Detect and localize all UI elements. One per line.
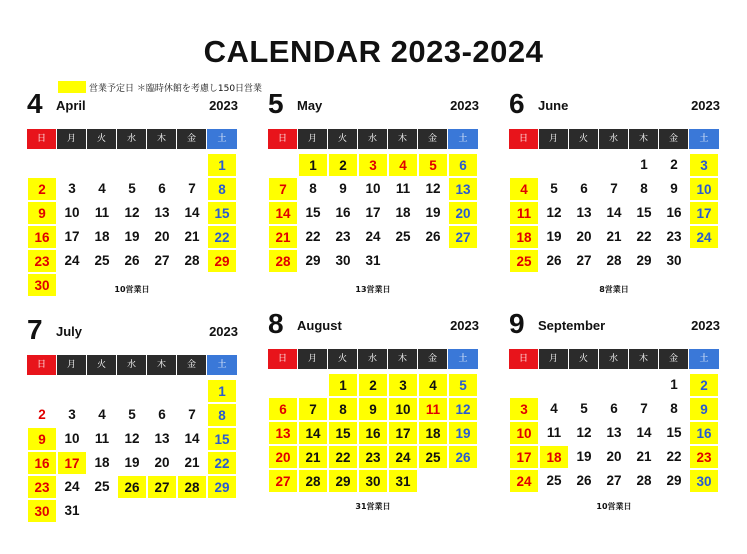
day-cell: 8 <box>328 397 358 421</box>
weekday-header: 土 <box>689 349 719 369</box>
day-cell: 4 <box>98 407 106 422</box>
month-year: 2023 <box>209 98 238 113</box>
day-cell: 10 <box>689 177 719 201</box>
day-cell: 17 <box>365 205 381 220</box>
day-cell: 4 <box>509 177 539 201</box>
day-cell: 17 <box>509 445 539 469</box>
day-cell: 9 <box>27 427 57 451</box>
day-cell: 5 <box>550 181 558 196</box>
day-cell: 8 <box>309 181 317 196</box>
day-cell: 22 <box>328 445 358 469</box>
day-cell: 18 <box>509 225 539 249</box>
month-grid <box>27 129 238 297</box>
day-cell: 3 <box>689 153 719 177</box>
month-number: 7 <box>27 314 43 345</box>
weekday-header: 日 <box>27 129 57 149</box>
day-cell: 27 <box>268 469 298 493</box>
day-cell: 14 <box>636 425 652 440</box>
day-cell: 8 <box>207 177 237 201</box>
weekday-header: 金 <box>177 129 207 149</box>
day-cell: 9 <box>670 181 678 196</box>
day-cell: 27 <box>147 475 177 499</box>
day-cell: 31 <box>64 503 80 518</box>
day-cell: 16 <box>27 225 57 249</box>
empty-cell <box>298 373 328 397</box>
day-cell: 22 <box>207 451 237 475</box>
day-cell: 26 <box>117 475 147 499</box>
empty-cell <box>87 379 117 403</box>
day-cell: 7 <box>610 181 618 196</box>
day-cell: 30 <box>27 273 57 297</box>
day-cell: 28 <box>606 253 622 268</box>
day-cell: 25 <box>418 445 448 469</box>
day-cell: 14 <box>184 205 200 220</box>
day-cell: 16 <box>27 451 57 475</box>
month-block-september <box>509 310 720 493</box>
day-cell: 4 <box>388 153 418 177</box>
empty-cell <box>569 153 599 177</box>
day-cell: 5 <box>448 373 478 397</box>
day-cell: 16 <box>689 421 719 445</box>
weekday-header: 木 <box>629 349 659 369</box>
day-cell: 2 <box>689 373 719 397</box>
day-cell: 6 <box>610 401 618 416</box>
weekday-header: 金 <box>659 349 689 369</box>
day-cell: 21 <box>636 449 652 464</box>
weekday-header: 水 <box>358 129 388 149</box>
day-cell: 11 <box>546 425 562 440</box>
day-cell: 20 <box>448 201 478 225</box>
day-cell: 1 <box>640 157 648 172</box>
day-cell: 20 <box>154 455 170 470</box>
day-cell: 24 <box>509 469 539 493</box>
day-cell: 12 <box>124 431 140 446</box>
day-cell: 9 <box>689 397 719 421</box>
day-cell: 25 <box>94 253 110 268</box>
business-days-count: 31営業日 <box>355 502 391 511</box>
day-cell: 14 <box>268 201 298 225</box>
day-cell: 19 <box>124 229 140 244</box>
weekday-header: 日 <box>509 129 539 149</box>
empty-cell <box>629 373 659 397</box>
day-cell: 11 <box>94 205 110 220</box>
day-cell: 13 <box>606 425 622 440</box>
day-cell: 3 <box>68 181 76 196</box>
empty-cell <box>57 379 87 403</box>
day-cell: 19 <box>448 421 478 445</box>
weekday-header: 木 <box>388 129 418 149</box>
empty-cell <box>569 373 599 397</box>
day-cell: 4 <box>418 373 448 397</box>
day-cell: 3 <box>388 373 418 397</box>
weekday-header: 水 <box>599 129 629 149</box>
day-cell: 13 <box>154 205 170 220</box>
month-grid <box>27 355 238 523</box>
day-cell: 25 <box>546 473 562 488</box>
day-cell: 20 <box>606 449 622 464</box>
weekday-header: 金 <box>659 129 689 149</box>
month-number: 8 <box>268 308 284 339</box>
day-cell: 4 <box>98 181 106 196</box>
day-cell: 22 <box>207 225 237 249</box>
day-cell: 19 <box>546 229 562 244</box>
day-cell: 5 <box>418 153 448 177</box>
month-grid <box>509 349 720 493</box>
day-cell: 27 <box>154 253 170 268</box>
day-cell: 28 <box>177 475 207 499</box>
page-title: CALENDAR 2023-2024 <box>203 34 544 69</box>
day-cell: 29 <box>328 469 358 493</box>
day-cell: 18 <box>94 455 110 470</box>
day-cell: 29 <box>207 475 237 499</box>
day-cell: 11 <box>94 431 110 446</box>
weekday-header: 火 <box>569 129 599 149</box>
day-cell: 3 <box>68 407 76 422</box>
day-cell: 10 <box>388 397 418 421</box>
day-cell: 1 <box>298 153 328 177</box>
day-cell: 21 <box>184 455 200 470</box>
weekday-header: 火 <box>328 129 358 149</box>
weekday-header: 月 <box>298 349 328 369</box>
day-cell: 30 <box>358 469 388 493</box>
weekday-header: 木 <box>388 349 418 369</box>
day-cell: 13 <box>448 177 478 201</box>
day-cell: 22 <box>305 229 321 244</box>
month-header <box>268 310 479 344</box>
day-cell: 11 <box>418 397 448 421</box>
day-cell: 16 <box>666 205 682 220</box>
legend-text: 営業予定日 ＊臨時休館を考慮し150日営業 <box>89 83 263 94</box>
day-cell: 26 <box>425 229 441 244</box>
weekday-header: 火 <box>328 349 358 369</box>
month-name: April <box>56 98 86 113</box>
day-cell: 16 <box>335 205 351 220</box>
weekday-header: 火 <box>569 349 599 369</box>
empty-cell <box>177 153 207 177</box>
weekday-header: 月 <box>539 349 569 369</box>
day-cell: 26 <box>448 445 478 469</box>
day-cell: 10 <box>365 181 381 196</box>
day-cell: 28 <box>268 249 298 273</box>
day-cell: 17 <box>57 451 87 475</box>
month-number: 5 <box>268 88 284 119</box>
day-cell: 2 <box>328 153 358 177</box>
day-cell: 1 <box>670 377 678 392</box>
day-cell: 9 <box>358 397 388 421</box>
day-cell: 15 <box>666 425 682 440</box>
day-cell: 23 <box>689 445 719 469</box>
weekday-header: 月 <box>539 129 569 149</box>
weekday-header: 金 <box>177 355 207 375</box>
day-cell: 19 <box>124 455 140 470</box>
month-number: 6 <box>509 88 525 119</box>
day-cell: 15 <box>328 421 358 445</box>
day-cell: 1 <box>207 153 237 177</box>
day-cell: 16 <box>358 421 388 445</box>
empty-cell <box>27 153 57 177</box>
empty-cell <box>599 373 629 397</box>
day-cell: 26 <box>546 253 562 268</box>
day-cell: 27 <box>576 253 592 268</box>
day-cell: 24 <box>689 225 719 249</box>
empty-cell <box>599 153 629 177</box>
weekday-header: 月 <box>298 129 328 149</box>
day-cell: 24 <box>64 479 80 494</box>
day-cell: 10 <box>64 431 80 446</box>
day-cell: 23 <box>335 229 351 244</box>
day-cell: 26 <box>576 473 592 488</box>
day-cell: 21 <box>298 445 328 469</box>
weekday-header: 木 <box>147 129 177 149</box>
day-cell: 15 <box>207 201 237 225</box>
day-cell: 18 <box>418 421 448 445</box>
weekday-header: 日 <box>509 349 539 369</box>
month-header <box>27 316 238 350</box>
day-cell: 15 <box>305 205 321 220</box>
day-cell: 12 <box>576 425 592 440</box>
day-cell: 27 <box>606 473 622 488</box>
day-cell: 10 <box>64 205 80 220</box>
day-cell: 3 <box>509 397 539 421</box>
day-cell: 26 <box>124 253 140 268</box>
day-cell: 20 <box>576 229 592 244</box>
day-cell: 18 <box>94 229 110 244</box>
day-cell: 12 <box>425 181 441 196</box>
weekday-header: 水 <box>599 349 629 369</box>
month-name: June <box>538 98 569 113</box>
weekday-header: 土 <box>689 129 719 149</box>
day-cell: 15 <box>207 427 237 451</box>
empty-cell <box>147 379 177 403</box>
day-cell: 9 <box>339 181 347 196</box>
day-cell: 13 <box>154 431 170 446</box>
weekday-header: 水 <box>358 349 388 369</box>
day-cell: 20 <box>268 445 298 469</box>
weekday-header: 土 <box>448 349 478 369</box>
weekday-header: 金 <box>418 129 448 149</box>
month-header <box>509 310 720 344</box>
day-cell: 2 <box>358 373 388 397</box>
day-cell: 29 <box>666 473 682 488</box>
day-cell: 6 <box>158 407 166 422</box>
empty-cell <box>27 379 57 403</box>
day-cell: 2 <box>27 177 57 201</box>
month-number: 9 <box>509 308 525 339</box>
weekday-header: 日 <box>268 349 298 369</box>
day-cell: 14 <box>298 421 328 445</box>
empty-cell <box>87 153 117 177</box>
day-cell: 1 <box>207 379 237 403</box>
day-cell: 18 <box>395 205 411 220</box>
empty-cell <box>509 373 539 397</box>
day-cell: 20 <box>154 229 170 244</box>
day-cell: 28 <box>636 473 652 488</box>
month-header <box>509 90 720 124</box>
day-cell: 11 <box>509 201 539 225</box>
day-cell: 23 <box>666 229 682 244</box>
day-cell: 6 <box>580 181 588 196</box>
weekday-header: 金 <box>418 349 448 369</box>
day-cell: 2 <box>38 407 46 422</box>
day-cell: 7 <box>188 407 196 422</box>
day-cell: 21 <box>268 225 298 249</box>
day-cell: 24 <box>64 253 80 268</box>
day-cell: 7 <box>268 177 298 201</box>
month-name: September <box>538 318 606 333</box>
empty-cell <box>177 379 207 403</box>
day-cell: 13 <box>576 205 592 220</box>
day-cell: 31 <box>365 253 381 268</box>
month-name: August <box>297 318 342 333</box>
month-block-april <box>27 90 238 297</box>
month-year: 2023 <box>209 324 238 339</box>
empty-cell <box>539 373 569 397</box>
weekday-header: 月 <box>57 355 87 375</box>
day-cell: 8 <box>670 401 678 416</box>
day-cell: 17 <box>388 421 418 445</box>
month-number: 4 <box>27 88 43 119</box>
day-cell: 12 <box>124 205 140 220</box>
empty-cell <box>117 379 147 403</box>
month-grid <box>268 349 479 493</box>
day-cell: 7 <box>298 397 328 421</box>
empty-cell <box>57 153 87 177</box>
day-cell: 5 <box>580 401 588 416</box>
day-cell: 29 <box>305 253 321 268</box>
weekday-header: 土 <box>207 129 237 149</box>
day-cell: 10 <box>509 421 539 445</box>
day-cell: 21 <box>606 229 622 244</box>
month-name: July <box>56 324 83 339</box>
day-cell: 22 <box>666 449 682 464</box>
day-cell: 1 <box>328 373 358 397</box>
business-days-count: 10営業日 <box>114 285 150 294</box>
day-cell: 13 <box>268 421 298 445</box>
weekday-header: 木 <box>147 355 177 375</box>
day-cell: 8 <box>207 403 237 427</box>
month-year: 2023 <box>691 98 720 113</box>
weekday-header: 土 <box>207 355 237 375</box>
weekday-header: 火 <box>87 129 117 149</box>
empty-cell <box>509 153 539 177</box>
day-cell: 28 <box>298 469 328 493</box>
month-year: 2023 <box>450 318 479 333</box>
day-cell: 19 <box>576 449 592 464</box>
day-cell: 23 <box>27 475 57 499</box>
day-cell: 11 <box>395 181 411 196</box>
day-cell: 29 <box>636 253 652 268</box>
day-cell: 14 <box>606 205 622 220</box>
weekday-header: 日 <box>27 355 57 375</box>
weekday-header: 月 <box>57 129 87 149</box>
weekday-header: 日 <box>268 129 298 149</box>
day-cell: 28 <box>184 253 200 268</box>
business-days-count: 10営業日 <box>596 502 632 511</box>
day-cell: 25 <box>94 479 110 494</box>
day-cell: 21 <box>184 229 200 244</box>
day-cell: 6 <box>268 397 298 421</box>
month-block-may <box>268 90 479 273</box>
day-cell: 19 <box>425 205 441 220</box>
day-cell: 15 <box>636 205 652 220</box>
month-grid <box>509 129 720 273</box>
day-cell: 23 <box>27 249 57 273</box>
day-cell: 9 <box>27 201 57 225</box>
day-cell: 30 <box>27 499 57 523</box>
day-cell: 8 <box>640 181 648 196</box>
empty-cell <box>268 373 298 397</box>
month-year: 2023 <box>691 318 720 333</box>
month-block-june <box>509 90 720 273</box>
day-cell: 24 <box>365 229 381 244</box>
day-cell: 23 <box>358 445 388 469</box>
day-cell: 25 <box>395 229 411 244</box>
month-header <box>268 90 479 124</box>
empty-cell <box>268 153 298 177</box>
day-cell: 18 <box>539 445 569 469</box>
day-cell: 12 <box>448 397 478 421</box>
business-days-count: 8営業日 <box>599 285 629 294</box>
day-cell: 4 <box>550 401 558 416</box>
day-cell: 22 <box>636 229 652 244</box>
weekday-header: 木 <box>629 129 659 149</box>
day-cell: 6 <box>158 181 166 196</box>
weekday-header: 水 <box>117 355 147 375</box>
day-cell: 5 <box>128 181 136 196</box>
month-name: May <box>297 98 323 113</box>
day-cell: 17 <box>64 229 80 244</box>
month-block-august <box>268 310 479 493</box>
day-cell: 25 <box>509 249 539 273</box>
day-cell: 7 <box>640 401 648 416</box>
weekday-header: 水 <box>117 129 147 149</box>
day-cell: 5 <box>128 407 136 422</box>
empty-cell <box>539 153 569 177</box>
day-cell: 30 <box>666 253 682 268</box>
day-cell: 24 <box>388 445 418 469</box>
day-cell: 30 <box>335 253 351 268</box>
day-cell: 6 <box>448 153 478 177</box>
day-cell: 27 <box>448 225 478 249</box>
day-cell: 3 <box>358 153 388 177</box>
weekday-header: 土 <box>448 129 478 149</box>
month-grid <box>268 129 479 273</box>
empty-cell <box>117 153 147 177</box>
month-header <box>27 90 238 124</box>
day-cell: 31 <box>388 469 418 493</box>
day-cell: 17 <box>689 201 719 225</box>
empty-cell <box>147 153 177 177</box>
month-year: 2023 <box>450 98 479 113</box>
day-cell: 30 <box>689 469 719 493</box>
day-cell: 29 <box>207 249 237 273</box>
day-cell: 12 <box>546 205 562 220</box>
weekday-header: 火 <box>87 355 117 375</box>
day-cell: 2 <box>670 157 678 172</box>
month-block-july <box>27 316 238 523</box>
day-cell: 14 <box>184 431 200 446</box>
day-cell: 7 <box>188 181 196 196</box>
business-days-count: 13営業日 <box>355 285 391 294</box>
